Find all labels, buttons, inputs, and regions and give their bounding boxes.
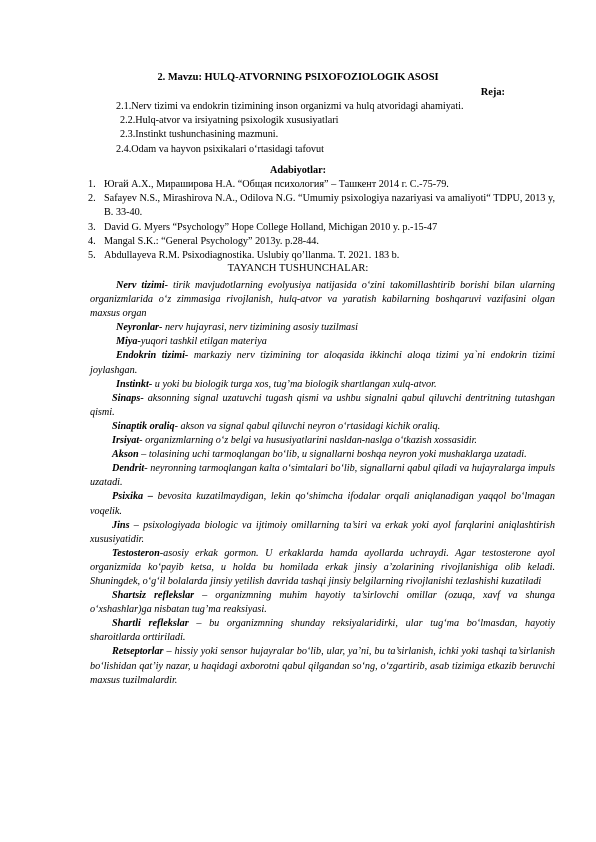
reference-item xyxy=(88,235,555,249)
references-heading: Adabiyotlar: xyxy=(269,165,327,176)
definition-term: Psixika – xyxy=(112,491,153,503)
reference-number: 1. xyxy=(88,179,96,190)
definition-term: Sinaptik oraliq xyxy=(112,420,175,432)
reference-number: 2. xyxy=(88,193,96,204)
plan-heading: Reja: xyxy=(480,87,505,98)
definition-text: u yoki bu biologik turga xos, tug’ma biologik shartlangan xulq-atvor. xyxy=(152,378,437,390)
reference-number: 4. xyxy=(88,236,96,247)
definition-item xyxy=(90,279,555,321)
definition-text: - akson va signal qabul qiluvchi neyron o‘rtasidagi kichik oraliq. xyxy=(174,420,441,432)
definition-item xyxy=(90,589,555,617)
plan-item: 2.3.Instinkt tushunchasining mazmuni. xyxy=(120,129,279,140)
definition-item xyxy=(90,547,555,589)
definition-text: – hissiy yoki sensor hujayralar bo‘lib, ular, ya’ni, bu ta’sirlanish, ichki yoki tashqi ta’sirlanish bo‘lishidan qat’iy nazar, u haqidagi axborotni qabul qilgandan so‘ng, o‘zgartirib, asab tizimiga etkazib beruvchi maxsus tuzilmalardir. xyxy=(90,646,555,686)
reference-text: Abdullayeva R.M. Psixodiagnostika. Uslubiy qo’llanma. T. 2021. 183 b. xyxy=(104,250,400,261)
definition-item xyxy=(90,617,555,645)
reference-text: Mangal S.K.: “General Psychology” 2013y. p.28-44. xyxy=(104,236,319,247)
definition-term: Endokrin tizimi- xyxy=(116,350,189,362)
reference-text: David G. Myers “Psychology” Hope College Holland, Michigan 2010 y. p.-15-47 xyxy=(104,222,438,233)
definition-term: Shartsiz reflekslar xyxy=(112,590,195,602)
definition-text: yuqori tashkil etilgan materiya xyxy=(140,336,267,348)
reference-item xyxy=(88,249,555,263)
definition-term: Jins xyxy=(112,519,130,531)
definition-term: Neyronlar- xyxy=(116,322,163,334)
definition-term: Sinaps- xyxy=(112,392,144,404)
definition-text: – bu organizmning shunday reksiyalaridirki, ular tug‘ma bo‘lmasdan, hayotiy sharoitlarda orttiriladi. xyxy=(90,618,555,644)
definition-term: Shartli reflekslar xyxy=(112,618,189,630)
reference-text: Safayev N.S., Mirashirova N.A., Odilova N.G. “Umumiy psixologiya nazariyasi va amaliyoti“ TDPU, 2013 y, B. 33-40. xyxy=(104,193,555,219)
reference-item xyxy=(88,221,555,235)
definition-item xyxy=(90,335,555,349)
plan-item: 2.1.Nerv tizimi va endokrin tizimining inson organizmi va hulq atvoridagi ahamiyati. xyxy=(116,101,464,112)
definition-term: Akson xyxy=(112,449,139,461)
definition-text: markaziy nerv tizimining tor aloqasida ikkinchi aloqa tizimi ya`ni endokrin tizimi joylashgan. xyxy=(90,350,555,376)
definition-item xyxy=(90,392,555,420)
plan-item: 2.2.Hulq-atvor va irsiyatning psixologik xususiyatlari xyxy=(120,115,339,126)
reference-number: 5. xyxy=(88,250,96,261)
definition-text: – organizmning muhim hayotiy ta’sirlovchi omillar (ozuqa, xavf va shunga o‘xshashlar)ga nisbatan tug’ma reaksiyasi. xyxy=(90,590,555,616)
definition-term: Instinkt- xyxy=(116,378,153,390)
definition-term: Irsiyat xyxy=(112,435,140,447)
definition-item xyxy=(90,321,555,335)
definition-item xyxy=(90,349,555,377)
definition-text: aksonning signal uzatuvchi tugash qismi va ushbu signalni qabul qiluvchi dentritning tutashgan qismi. xyxy=(90,392,555,418)
definition-item xyxy=(90,519,555,547)
definition-text: - organizmlarning o‘z belgi va hususiyatlarini nasldan-naslga o‘tkazish xossasidir. xyxy=(139,435,477,447)
definition-text: – tolasining uchi tarmoqlangan bo‘lib, u signallarni boshqa neyron yoki mushaklarga uzatadi. xyxy=(138,449,527,461)
definition-term: Miya- xyxy=(116,336,141,348)
document-title: 2. Mavzu: HULQ-ATVORNING PSIXOFOZIOLOGIK ASOSI xyxy=(157,72,439,83)
definition-text: nerv hujayrasi, nerv tizimining asosiy tuzilmasi xyxy=(162,322,358,334)
definition-item xyxy=(90,490,555,518)
definition-text: tirik mavjudotlarning evolyusiya natijasida o‘zini takomillashtirib borishi bilan ularning organizmlarida o‘z zimmasiga rivojlanish, hulq-atvor va yaratish kabilarning boshqaruvi vazifasini olgan maxsus organ xyxy=(90,280,556,320)
definition-item xyxy=(90,645,555,687)
definition-text: bevosita kuzatilmaydigan, lekin qo‘shimcha ifodalar orqali aniqlanadigan yaqqol bo‘lmagan voqelik. xyxy=(90,491,555,517)
plan-item: 2.4.Odam va hayvon psixikalari o‘rtasidagi tafovut xyxy=(116,144,324,155)
definition-item xyxy=(90,420,555,434)
definition-text: – psixologiyada biologic va ijtimoiy omillarning ta’siri va erkak yoki ayol farqlarini aniqlashtirish xususiyatidir. xyxy=(90,519,555,545)
reference-number: 3. xyxy=(88,222,96,233)
definition-term: Testosteron xyxy=(112,547,160,559)
key-concepts-heading: TAYANCH TUSHUNCHALAR: xyxy=(227,263,369,274)
definition-term: Retseptorlar xyxy=(112,646,164,658)
definition-item xyxy=(90,434,555,448)
reference-item xyxy=(88,192,555,220)
definition-term: Dendrit xyxy=(112,463,145,475)
definition-text: -asosiy erkak gormon. U erkaklarda hamda ayollarda uchraydi. Agar testosterone ayol organizmida ko‘payib ketsa, u holda bu homilada erkak jinsiy a’zolarining rivojlanishiga olib keladi. Shuningdek, o‘g‘il bolalarda jinsiy yetilish davrida tashqi jinsiy belgilarning rivojlanishi tezlashishi kuzatiladi xyxy=(90,547,555,587)
definition-item xyxy=(90,448,555,462)
definition-term: Nerv tizimi- xyxy=(116,280,168,291)
reference-item xyxy=(88,178,555,192)
definition-item xyxy=(90,462,555,490)
reference-text: Югай А.Х., Мираширова Н.А. “Общая психология” – Ташкент 2014 г. С.-75-79. xyxy=(104,179,449,190)
definitions-list xyxy=(90,279,555,688)
definition-item xyxy=(90,378,555,392)
definition-text: - neyronning tarmoqlangan kalta o‘simtalari bo‘lib, signallarni qabul qiladi va hujayralarga impuls uzatadi. xyxy=(90,463,555,489)
